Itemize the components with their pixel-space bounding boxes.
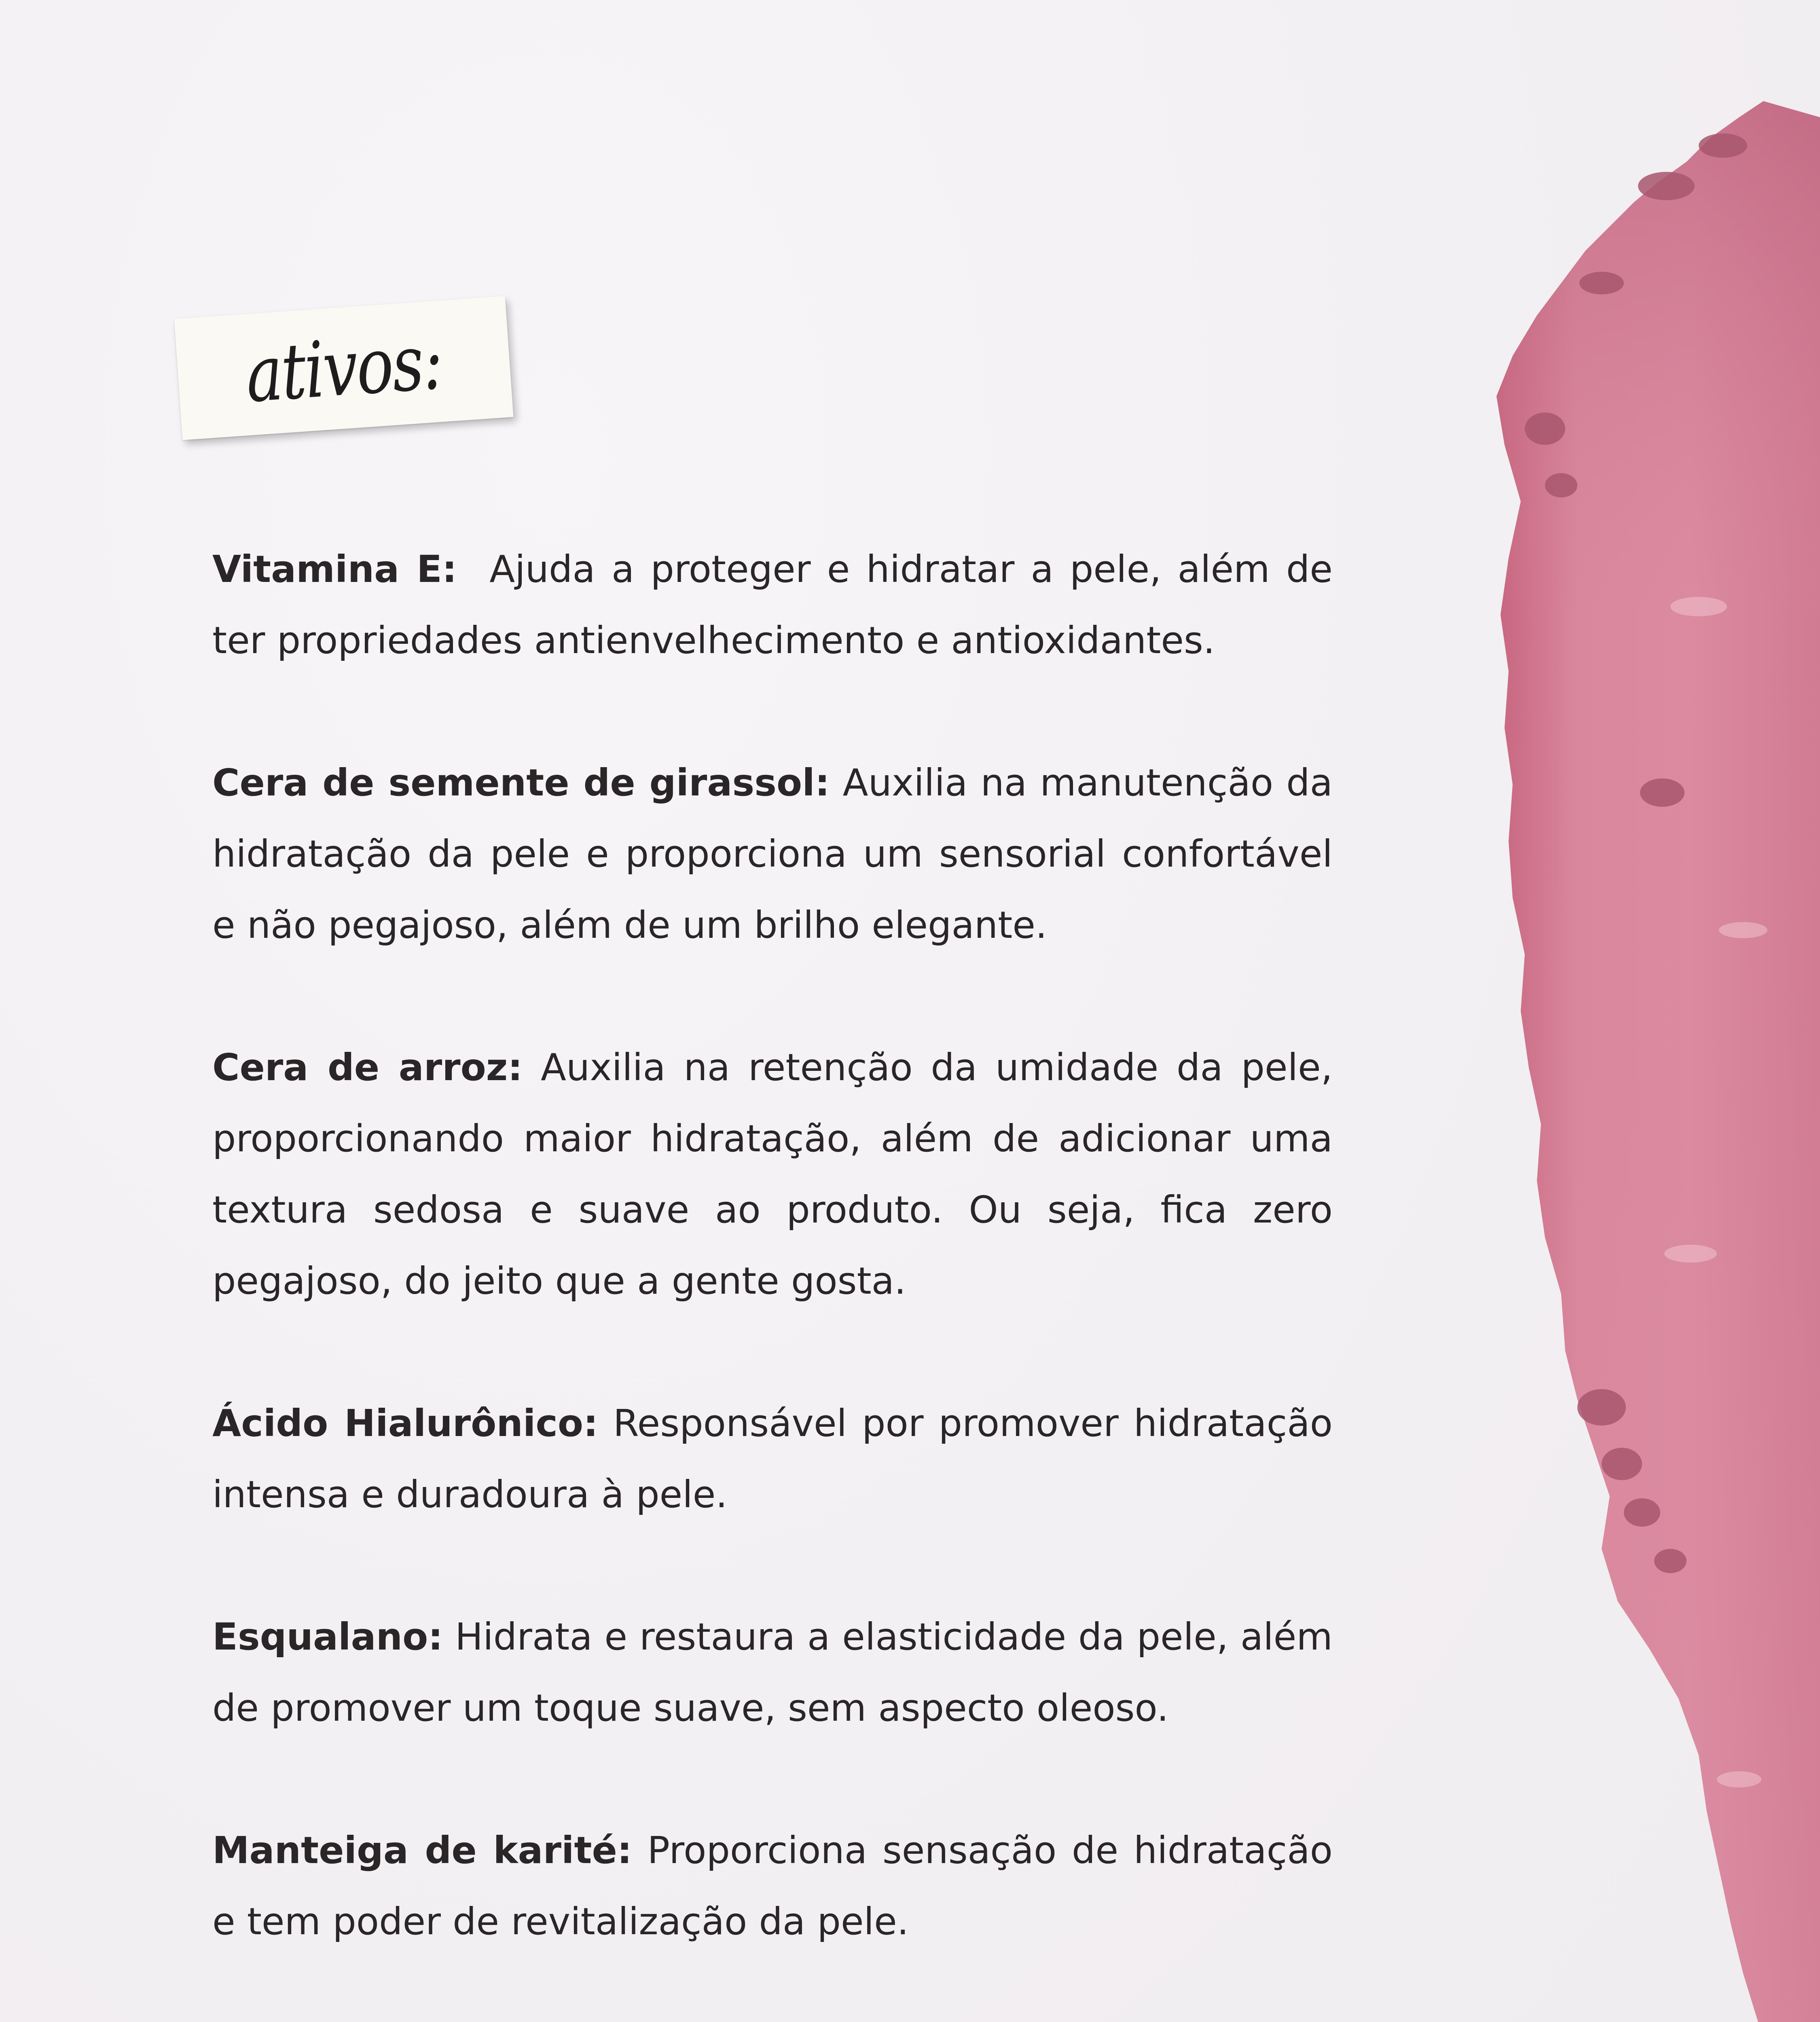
ingredient-item-manteiga-karite bbox=[212, 1815, 1333, 1957]
ingredient-item-acido-hialuronico bbox=[212, 1388, 1333, 1530]
ingredient-name: Esqualano: bbox=[212, 1615, 443, 1658]
ingredient-description: Auxilia na manutenção da hidratação da pele e proporciona um sensorial confortável e não pegajoso, além de um brilho elegante. bbox=[212, 761, 1333, 947]
ingredient-item-esqualano bbox=[212, 1601, 1333, 1744]
ingredients-list bbox=[212, 534, 1333, 2022]
ativos-tag-label: ativos: bbox=[243, 316, 445, 420]
ingredient-description: Proporciona sensação de hidratação e tem poder de revitalização da pele. bbox=[212, 1829, 1333, 1943]
ingredient-item-cera-girassol bbox=[212, 747, 1333, 961]
ingredient-name: Cera de semente de girassol: bbox=[212, 761, 830, 804]
ingredient-item-vitamina-e bbox=[212, 534, 1333, 676]
ingredient-description: Responsável por promover hidratação intensa e duradoura à pele. bbox=[212, 1402, 1333, 1516]
ingredient-name: Cera de arroz: bbox=[212, 1046, 523, 1089]
ingredient-item-cera-arroz bbox=[212, 1032, 1333, 1317]
ingredient-name: Ácido Hialurônico: bbox=[212, 1402, 598, 1445]
ingredient-description: Auxilia na retenção da umidade da pele, proporcionando maior hidratação, além de adicionar uma textura sedosa e suave ao produto. Ou seja, fica zero pegajoso, do jeito que a gente gosta. bbox=[212, 1046, 1333, 1303]
ingredient-name: Vitamina E: bbox=[212, 548, 457, 591]
ativos-tag bbox=[174, 296, 514, 440]
ingredient-description: Ajuda a proteger e hidratar a pele, além de ter propriedades antienvelhecimento e antioxidantes. bbox=[212, 548, 1333, 662]
ingredient-description: Hidrata e restaura a elasticidade da pele, além de promover um toque suave, sem aspecto oleoso. bbox=[212, 1615, 1333, 1730]
ingredient-name: Manteiga de karité: bbox=[212, 1829, 632, 1872]
